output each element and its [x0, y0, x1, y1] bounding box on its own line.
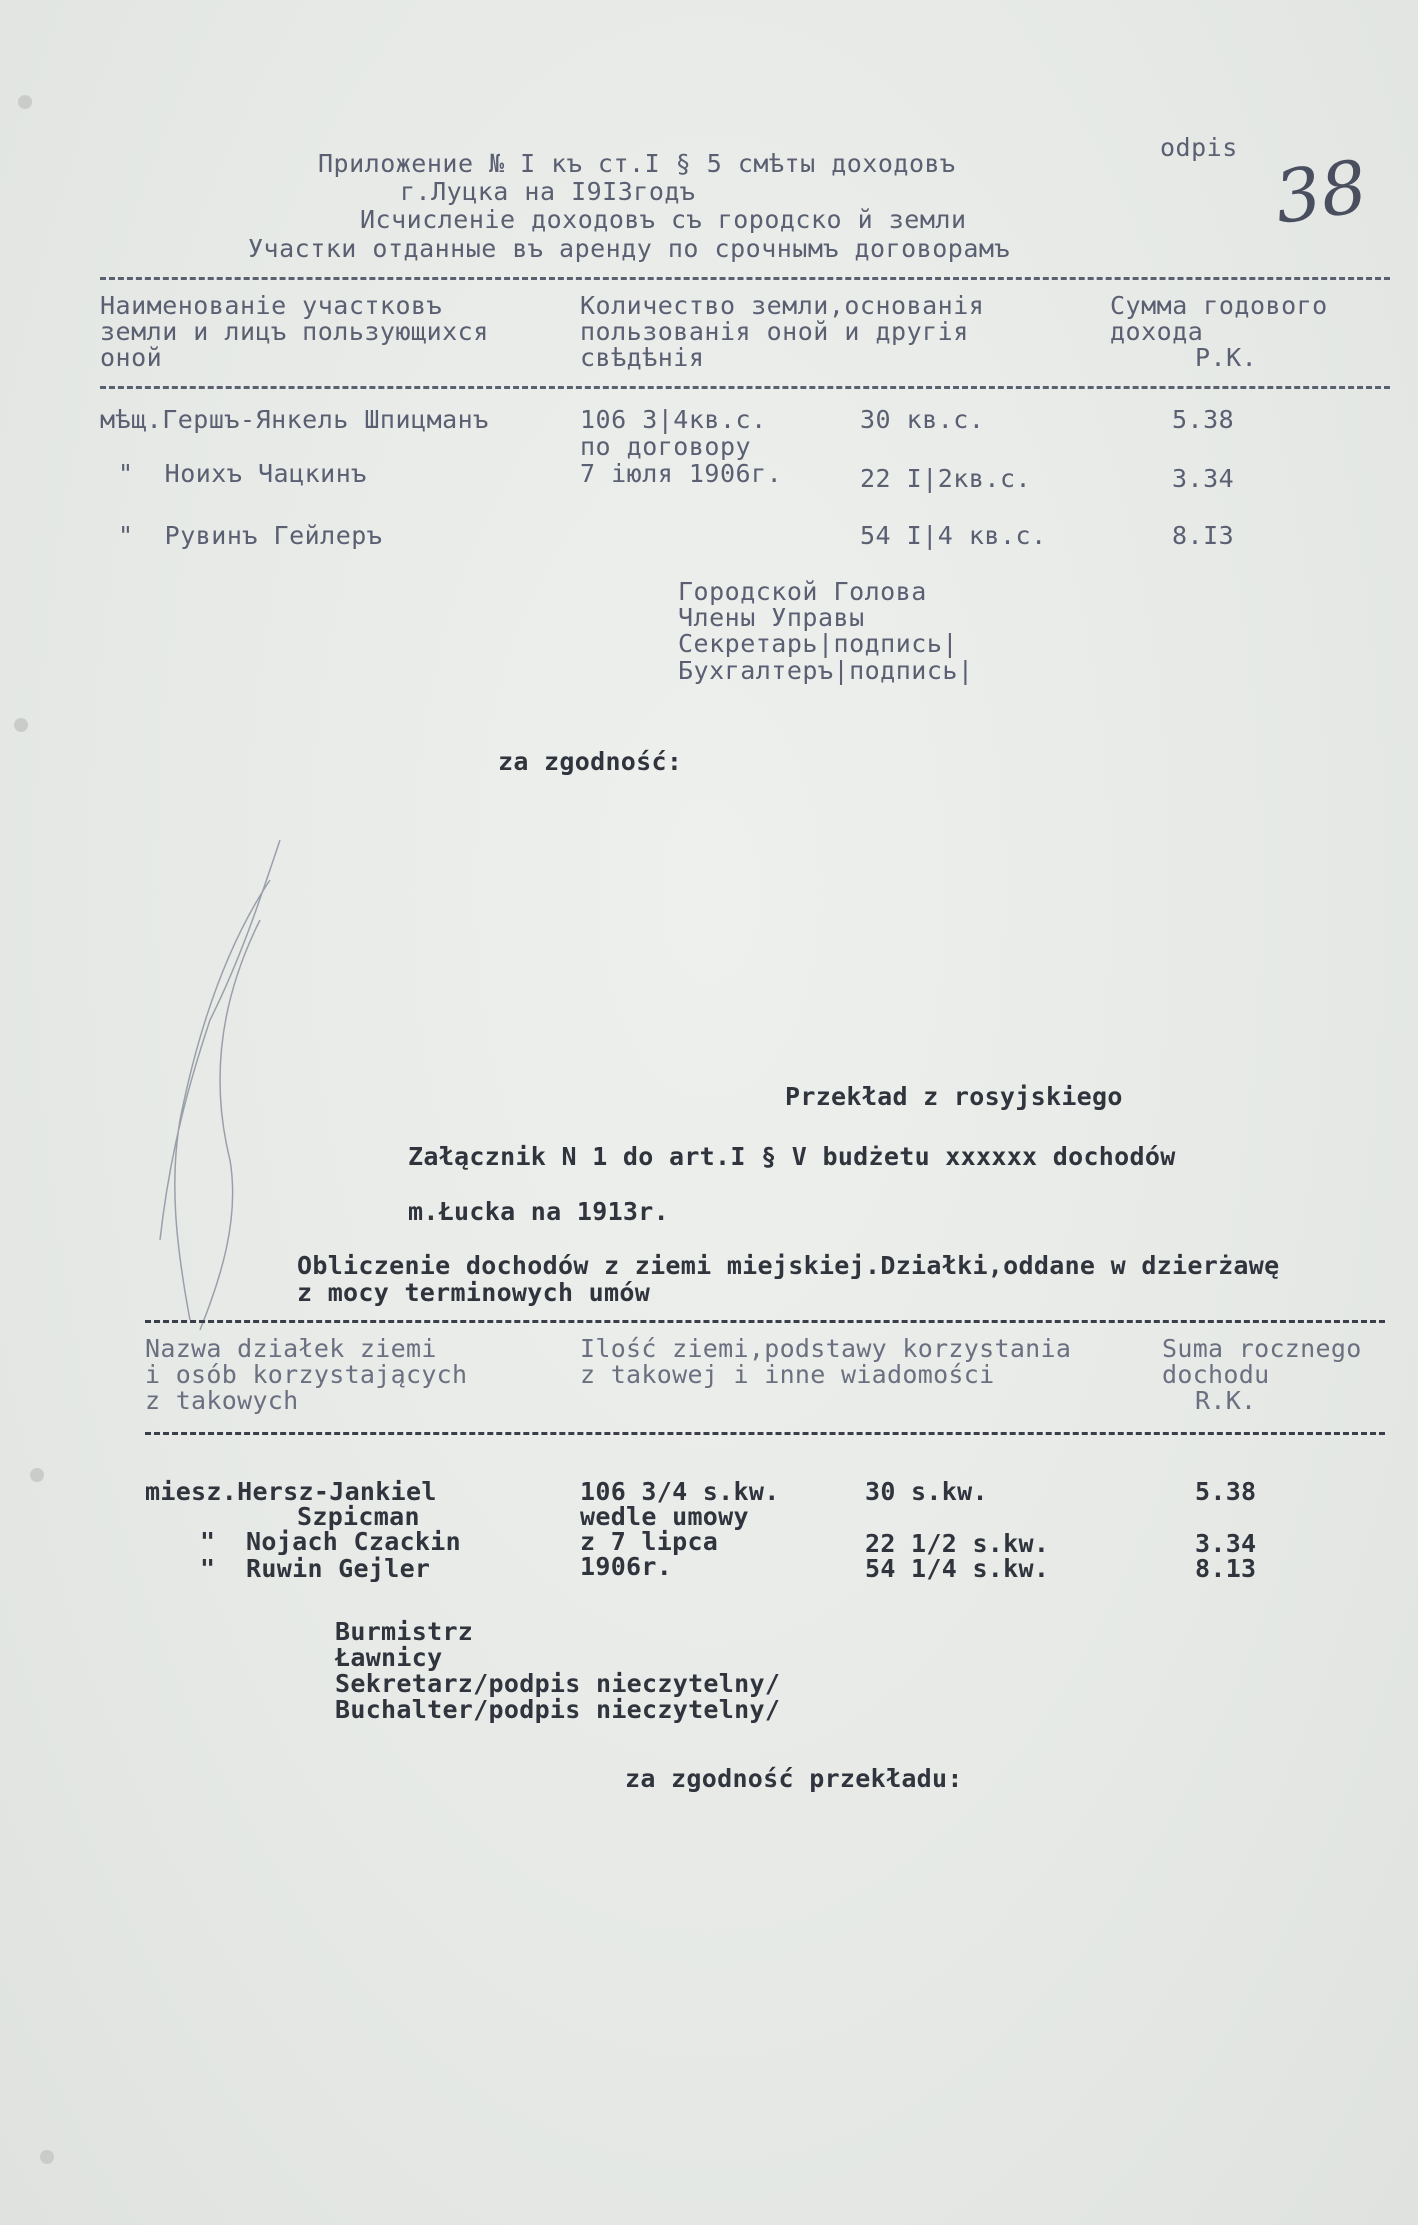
pl-header-col2: z takowej i inne wiadomości	[580, 1360, 995, 1389]
ru-conformity: za zgodność:	[498, 747, 683, 776]
pl-title-line: m.Łucka na 1913r.	[408, 1197, 669, 1226]
ru-header-col1: земли и лицъ пользующихся	[100, 317, 489, 346]
pl-translation-note: Przekład z rosyjskiego	[785, 1082, 1123, 1111]
pl-row-name: " Nojach Czackin	[200, 1527, 461, 1556]
ru-header-col1: оной	[100, 343, 163, 372]
pl-header-col1: Nazwa działek ziemi	[145, 1334, 437, 1363]
ru-row-area: 54 I|4 кв.с.	[860, 521, 1047, 550]
pl-row-sum: 5.38	[1195, 1477, 1257, 1506]
ru-signature: Бухгалтеръ|подпись|	[678, 656, 974, 685]
ru-header-col3: дохода	[1110, 317, 1204, 346]
pl-row-name: Szpicman	[297, 1502, 420, 1531]
ru-row-basis: 7 іюля 1906г.	[580, 459, 783, 488]
pl-row-area: 54 1/4 s.kw.	[865, 1554, 1050, 1583]
pl-signature: Buchalter/podpis nieczytelny/	[335, 1695, 781, 1724]
ru-row-name: " Ноихъ Чацкинъ	[118, 459, 367, 488]
pl-row-basis: 1906r.	[580, 1552, 673, 1581]
pl-header-col3: dochodu	[1162, 1360, 1270, 1389]
ru-header-col2: Количество земли,основанія	[580, 291, 985, 320]
ru-row-name: мѣщ.Гершъ-Янкель Шпицманъ	[100, 405, 489, 434]
pl-row-sum: 8.13	[1195, 1554, 1257, 1583]
ru-header-col2: свѣдѣнія	[580, 343, 705, 372]
ru-divider	[100, 386, 1390, 389]
ru-title-line: Исчисленіе доходовъ съ городско й земли	[360, 205, 967, 234]
pl-header-col3: Suma rocznego	[1162, 1334, 1362, 1363]
ru-row-sum: 5.38	[1172, 405, 1235, 434]
ru-signature: Члены Управы	[678, 603, 865, 632]
ru-row-basis-extra: по договору	[580, 432, 752, 461]
ru-header-col2: пользованія оной и другія	[580, 317, 969, 346]
pl-row-basis: z 7 lipca	[580, 1527, 719, 1556]
pencil-scribble	[140, 820, 300, 1340]
pl-title-line: z mocy terminowych umów	[297, 1278, 651, 1307]
pl-row-basis: wedle umowy	[580, 1502, 749, 1531]
pl-title-line: Obliczenie dochodów z ziemi miejskiej.Działki,oddane w dzierżawę	[297, 1251, 1280, 1280]
pl-header-col2: Ilość ziemi,podstawy korzystania	[580, 1334, 1072, 1363]
binder-hole	[14, 718, 28, 732]
pl-divider	[145, 1320, 1385, 1323]
pl-row-basis: 106 3/4 s.kw.	[580, 1477, 780, 1506]
ru-row-sum: 8.I3	[1172, 521, 1235, 550]
ru-row-area: 30 кв.с.	[860, 405, 985, 434]
ru-title-line: Приложение № I къ ст.I § 5 смѣты доходовъ	[318, 149, 956, 178]
pl-row-area: 22 1/2 s.kw.	[865, 1529, 1050, 1558]
pl-title-line: Załącznik N 1 do art.I § V budżetu xxxxxx dochodów	[408, 1142, 1176, 1171]
binder-hole	[40, 2150, 54, 2164]
ru-header-col1: Наименованіе участковъ	[100, 291, 443, 320]
pl-row-area: 30 s.kw.	[865, 1477, 988, 1506]
pl-row-name: miesz.Hersz-Jankiel	[145, 1477, 437, 1506]
ru-signature: Секретарь|подпись|	[678, 629, 958, 658]
ru-title-line: Участки отданные въ аренду по срочнымъ договорамъ	[248, 234, 1011, 263]
pl-header-col1: z takowych	[145, 1386, 299, 1415]
ru-title-line: г.Луцка на I9I3годъ	[400, 177, 696, 206]
binder-hole	[30, 1468, 44, 1482]
binder-hole	[18, 95, 32, 109]
odpis-label: odpis	[1160, 133, 1238, 162]
ru-row-sum: 3.34	[1172, 464, 1235, 493]
pl-header-col1: i osób korzystających	[145, 1360, 468, 1389]
ru-divider	[100, 277, 1390, 280]
pl-conformity: za zgodność przekładu:	[625, 1764, 963, 1793]
pl-row-sum: 3.34	[1195, 1529, 1257, 1558]
handwritten-page-number: 38	[1269, 144, 1373, 240]
ru-header-col3: Сумма годового	[1110, 291, 1328, 320]
ru-signature: Городской Голова	[678, 577, 927, 606]
ru-row-name: " Рувинъ Гейлеръ	[118, 521, 383, 550]
pl-signature: Sekretarz/podpis nieczytelny/	[335, 1669, 781, 1698]
ru-row-area: 22 I|2кв.с.	[860, 464, 1032, 493]
pl-row-name: " Ruwin Gejler	[200, 1554, 431, 1583]
pl-header-col3: R.K.	[1195, 1386, 1257, 1415]
pl-signature: Burmistrz	[335, 1617, 474, 1646]
pl-signature: Ławnicy	[335, 1643, 443, 1672]
ru-header-col3: Р.К.	[1195, 343, 1258, 372]
pl-divider	[145, 1432, 1385, 1435]
ru-row-basis: 106 3|4кв.с.	[580, 405, 767, 434]
